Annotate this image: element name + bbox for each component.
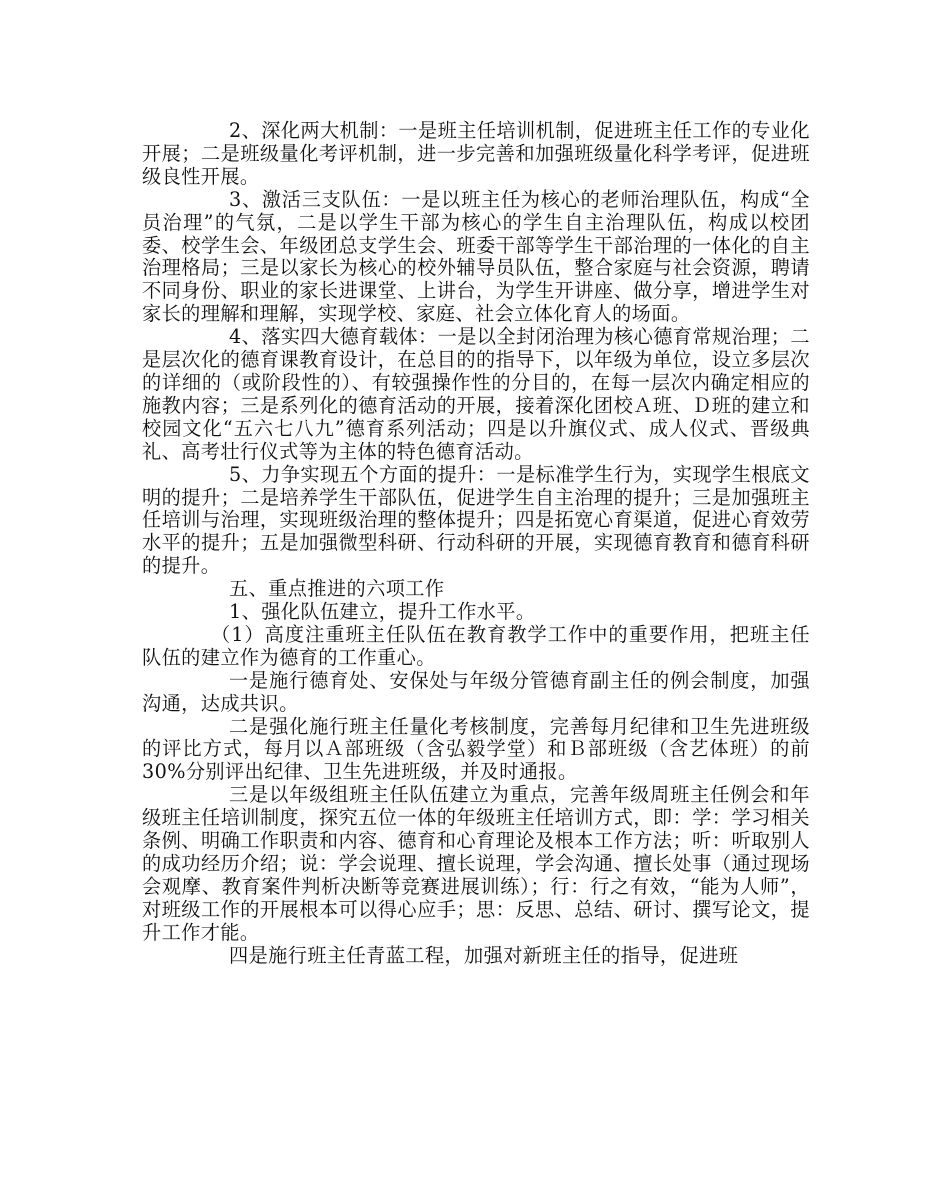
subsection-heading-team-building: 1、强化队伍建立，提升工作水平。 xyxy=(229,600,536,624)
paragraph-item-1: （1）高度注重班主任队伍在教育教学工作中的重要作用，把班主任队伍的建立作为德育的工作重心。 xyxy=(142,622,810,669)
paragraph-five-improvements: 5、力争实现五个方面的提升：一是标准学生行为，实现学生根底文明的提升；二是培养学生干部队伍，促进学生自主治理的提升；三是加强班主任培训与治理，实现班级治理的整体提升；四是拓宽心育渠道，促进心育效劳水平的提升；五是加强微型科研、行动科研的开展，实现德育教育和德育科研的提升。 xyxy=(142,462,810,578)
document-page xyxy=(142,120,810,968)
paragraph-activate-teams: 3、激活三支队伍：一是以班主任为核心的老师治理队伍，构成“全员治理”的气氛，二是以学生干部为核心的学生自主治理队伍，构成以校团委、校学生会、年级团总支学生会、班委干部等学生干部治理的一体化的自主治理格局；三是以家长为核心的校外辅导员队伍，整合家庭与社会资源，聘请不同身份、职业的家长进课堂、上讲台，为学生开讲座、做分享，增进学生对家长的理解和理解，实现学校、家庭、社会立体化育人的场面。 xyxy=(142,187,810,326)
paragraph-moral-carriers: 4、落实四大德育载体：一是以全封闭治理为核心德育常规治理；二是层次化的德育课教育设计，在总目的的指导下，以年级为单位，设立多层次的详细的（或阶段性的）、有较强操作性的分目的，在每一层次内确定相应的施教内容；三是系列化的德育活动的开展，接着深化团校Ａ班、Ｄ班的建立和校园文化“五六七八九”德育系列活动；四是以升旗仪式、成人仪式、晋级典礼、高考壮行仪式等为主体的特色德育活动。 xyxy=(142,325,810,463)
paragraph-deepen-mechanisms: 2、深化两大机制：一是班主任培训机制，促进班主任工作的专业化开展；二是班级量化考评机制，进一步完善和加强班级量化科学考评，促进班级良性开展。 xyxy=(142,119,810,188)
paragraph-first: 一是施行德育处、安保处与年级分管德育副主任的例会制度，加强沟通，达成共识。 xyxy=(142,668,810,715)
paragraph-fourth: 四是施行班主任青蓝工程，加强对新班主任的指导，促进班 xyxy=(229,943,739,967)
paragraph-third: 三是以年级组班主任队伍建立为重点，完善年级周班主任例会和年级班主任培训制度，探究五位一体的年级班主任培训方式，即：学：学习相关条例、明确工作职责和内容、德育和心育理论及根本工作方法；听：听取别人的成功经历介绍；说：学会说理、擅长说理，学会沟通、擅长处事（通过现场会观摩、教育案件判析决断等竞赛进展训练）；行：行之有效，“能为人师”，对班级工作的开展根本可以得心应手；思：反思、总结、研讨、撰写论文，提升工作才能。 xyxy=(142,783,810,944)
section-heading-six-tasks: 五、重点推进的六项工作 xyxy=(229,577,445,601)
paragraph-second: 二是强化施行班主任量化考核制度，完善每月纪律和卫生先进班级的评比方式，每月以Ａ部班级（含弘毅学堂）和Ｂ部班级（含艺体班）的前30%分别评出纪律、卫生先进班级，并及时通报。 xyxy=(142,714,810,784)
